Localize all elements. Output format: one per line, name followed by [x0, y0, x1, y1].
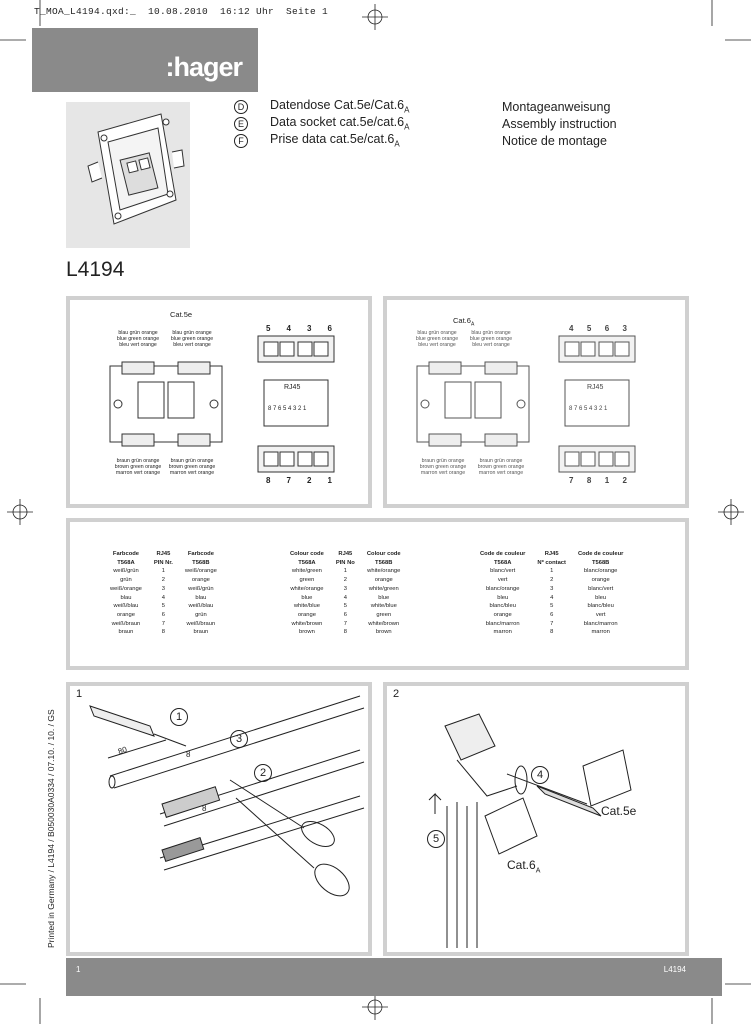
bottom-pin-numbers: 8 7 2 1 — [266, 476, 332, 485]
callout-3: 3 — [230, 730, 248, 748]
callout-5: 5 — [427, 830, 445, 848]
table-row: weiß/grün 1 weiß/orange — [113, 568, 217, 575]
table-row: blue 4 blue — [301, 594, 390, 601]
wire-colors-top-right: blau grün orange blue green orange bleu vert orange — [469, 330, 513, 348]
table-row: white/green 1 white/orange — [291, 568, 401, 575]
table-row: blanc/marron 7 blanc/marron — [485, 620, 618, 627]
step-number: 1 — [76, 688, 83, 700]
hager-logo: :hager — [165, 52, 242, 82]
dimension-8a: 8 — [186, 750, 191, 759]
language-badge: D — [234, 100, 248, 114]
bottom-pin-numbers: 7 8 1 2 — [569, 476, 627, 485]
table-row: weiß/blau 5 weiß/blau — [113, 603, 214, 610]
instruction-title: Notice de montage — [502, 133, 607, 148]
title-row-de — [234, 98, 617, 115]
table-row: orange 6 grün — [116, 611, 207, 618]
wire-colors-bottom-left: braun grün orange brown green orange marron vert orange — [114, 458, 162, 476]
cable-stripping-illustration — [70, 686, 368, 952]
document-titles — [234, 98, 617, 149]
header-band — [32, 28, 258, 92]
table-row: braun 8 braun — [118, 629, 209, 636]
table-row: marron 8 marron — [493, 629, 610, 636]
product-title: Datendose $Cat.5e/Cat.6_A$ — [270, 98, 410, 115]
wire-colors-top-left: blau grün orange blue green orange bleu vert orange — [415, 330, 459, 348]
product-code: L4194 — [66, 258, 125, 281]
wire-colors-bottom-right: braun grün orange brown green orange marron vert orange — [168, 458, 216, 476]
wire-colors-bottom-left: braun grün orange brown green orange marron vert orange — [419, 458, 467, 476]
table-row: white/brown 7 white/brown — [291, 620, 400, 627]
table-row: blanc/bleu 5 blanc/bleu — [489, 603, 614, 610]
rj45-pin-row: 8 7 6 5 4 3 2 1 — [268, 406, 307, 412]
wiring-label: $Cat.6_A$ — [453, 316, 475, 328]
wire-colors-bottom-right: braun grün orange brown green orange marron vert orange — [477, 458, 525, 476]
termination-illustration — [387, 686, 685, 952]
label-cat5e: Cat.5e — [601, 804, 637, 818]
callout-2: 2 — [254, 764, 272, 782]
step1-panel — [66, 682, 372, 956]
table-row: white/blue 5 white/blue — [293, 603, 397, 610]
title-row-en — [234, 115, 617, 132]
wiring-panel-cat6a — [383, 296, 689, 508]
table-row: blanc/orange 3 blanc/vert — [485, 585, 614, 592]
dimension-8b: 8 — [202, 804, 207, 813]
table-row: brown 8 brown — [299, 629, 392, 636]
product-photo — [66, 102, 190, 248]
language-badge: F — [234, 134, 248, 148]
table-row: blanc/vert 1 blanc/orange — [490, 568, 618, 575]
table-row: blau 4 blau — [120, 594, 207, 601]
label-cat6a: $Cat.6_A$ — [507, 858, 541, 875]
table-row: orange 6 green — [297, 611, 392, 618]
dimension-80: 80 — [116, 744, 129, 757]
colour-code-panel — [66, 518, 689, 670]
footer-band — [66, 958, 722, 996]
callout-1: 1 — [170, 708, 188, 726]
table-row: bleu 4 bleu — [497, 594, 607, 601]
table-row: orange 6 vert — [493, 611, 606, 618]
print-info-sidebar: Printed in Germany / L4194 / B050030A0334 / 07.10. / 10. / GS — [46, 709, 56, 948]
product-title: Prise data $cat.5e/cat.6_A$ — [270, 132, 400, 149]
product-title: Data socket $cat.5e/cat.6_A$ — [270, 115, 410, 132]
socket-front-diagram — [417, 356, 529, 452]
title-row-fr — [234, 132, 617, 149]
wiring-panel-cat5e — [66, 296, 372, 508]
top-pin-numbers: 4 5 6 3 — [569, 324, 627, 333]
step2-panel — [383, 682, 689, 956]
colour-table-de: Farbcode T568A RJ45 PIN Nr. Farbcode T568B weiß/grün 1 weiß/orange grün 2 orange weiß/orange 3 weiß/grün blau 4 blau weiß/blau 5 weiß/blau orange 6 grün weiß/braun 7 weiß/braun braun 8 braun — [104, 550, 223, 637]
wire-colors-top-left: blau grün orange blue green orange bleu vert orange — [116, 330, 160, 348]
data-socket-illustration — [66, 102, 190, 248]
callout-4: 4 — [531, 766, 549, 784]
instruction-title: Montageanweisung — [502, 99, 611, 114]
table-row: grün 2 orange — [120, 577, 210, 584]
colour-table-fr: Code de couleur T568A RJ45 Nº contact Code de couleur T568B blanc/vert 1 blanc/orange vert 2 orange blanc/orange 3 blanc/vert bleu 4 bleu blanc/bleu 5 blanc/bleu orange 6 vert blanc/marron 7 blanc/marron marron 8 marron — [474, 550, 629, 637]
wire-colors-top-right: blau grün orange blue green orange bleu vert orange — [170, 330, 214, 348]
footer-product-code: L4194 — [663, 965, 686, 974]
table-row: weiß/braun 7 weiß/braun — [111, 620, 216, 627]
step-number: 2 — [393, 688, 400, 700]
top-pin-numbers: 5 4 3 6 — [266, 324, 332, 333]
table-row: weiß/orange 3 weiß/grün — [110, 585, 214, 592]
table-row: green 2 orange — [299, 577, 393, 584]
rj45-label: RJ45 — [587, 384, 604, 391]
page-number: 1 — [76, 965, 81, 974]
socket-front-diagram — [110, 356, 222, 452]
colour-table-en: Colour code T568A RJ45 PIN No Colour code T568B white/green 1 white/orange green 2 orange white/orange 3 white/green blue 4 blue white/blue 5 white/blue orange 6 green white/brown 7 white/brown brown 8 brown — [284, 550, 407, 637]
print-slug: T_MOA_L4194.qxd:_ 10.08.2010 16:12 Uhr Seite 1 — [34, 6, 329, 17]
rj45-pin-row: 8 7 6 5 4 3 2 1 — [569, 406, 608, 412]
rj45-label: RJ45 — [284, 384, 301, 391]
table-row: white/orange 3 white/green — [290, 585, 399, 592]
wiring-label: Cat.5e — [170, 310, 193, 319]
table-row: vert 2 orange — [497, 577, 610, 584]
instruction-title: Assembly instruction — [502, 116, 617, 131]
language-badge: E — [234, 117, 248, 131]
